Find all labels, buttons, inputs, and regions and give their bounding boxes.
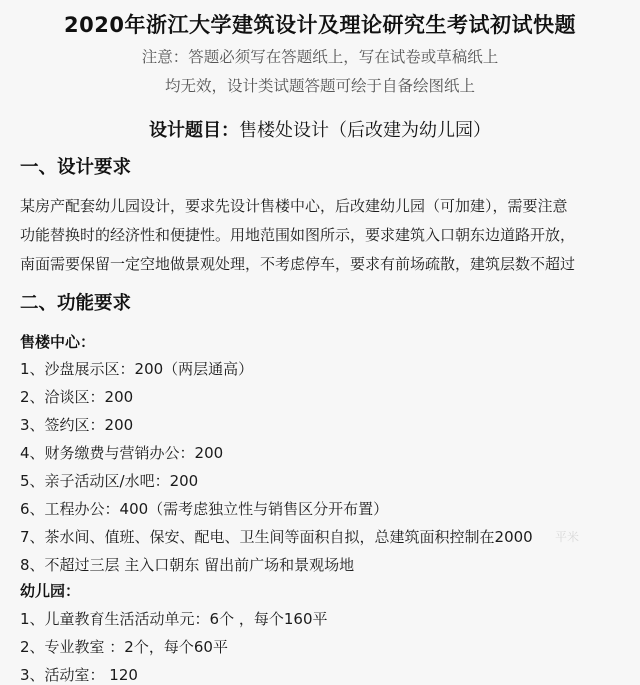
- subject-value: 售楼处设计（后改建为幼儿园）: [239, 120, 491, 141]
- sales-item-4: 4、财务缴费与营销办公：200: [20, 444, 224, 462]
- kindergarten-item-3: 3、活动室： 120: [20, 666, 138, 684]
- kindergarten-item-2: 2、专业教室 ：2个，每个60平: [20, 638, 228, 656]
- sales-center-heading: 售楼中心：: [20, 333, 96, 351]
- sales-item-3: 3、签约区：200: [20, 416, 134, 434]
- sales-item-5: 5、亲子活动区/水吧：200: [20, 472, 199, 490]
- sales-item-2: 2、洽谈区：200: [20, 388, 134, 406]
- notice-line-2: 均无效，设计类试题答题可绘于自备绘图纸上: [164, 77, 475, 95]
- kindergarten-heading: 幼儿园：: [20, 582, 81, 600]
- section-function-requirements-heading: 二、功能要求: [20, 293, 132, 314]
- document-title: 2020年浙江大学建筑设计及理论研究生考试初试快题: [64, 13, 576, 37]
- requirements-line-1: 某房产配套幼儿园设计，要求先设计售楼中心，后改建幼儿园（可加建），需要注意: [20, 197, 568, 215]
- sales-item-6: 6、工程办公：400（需考虑独立性与销售区分开布置）: [20, 500, 389, 518]
- subject-label: 设计题目：: [149, 120, 239, 141]
- section-design-requirements-heading: 一、设计要求: [20, 157, 132, 178]
- notice-line-1: 注意：答题必须写在答题纸上，写在试卷或草稿纸上: [141, 48, 499, 66]
- requirements-line-3: 南面需要保留一定空地做景观处理，不考虑停车，要求有前场疏散，建筑层数不超过: [20, 255, 576, 273]
- watermark-text: 平米: [555, 530, 580, 544]
- sales-item-7: 7、茶水间、值班、保安、配电、卫生间等面积自拟，总建筑面积控制在2000: [20, 528, 533, 546]
- sales-item-1: 1、沙盘展示区：200（两层通高）: [20, 360, 254, 378]
- sales-item-8: 8、不超过三层 主入口朝东 留出前广场和景观场地: [20, 556, 355, 574]
- requirements-line-2: 功能替换时的经济性和便捷性。用地范围如图所示，要求建筑入口朝东边道路开放，: [20, 226, 576, 244]
- kindergarten-item-1: 1、儿童教育生活活动单元：6个 ，每个160平: [20, 610, 328, 628]
- design-subject: [0, 116, 640, 142]
